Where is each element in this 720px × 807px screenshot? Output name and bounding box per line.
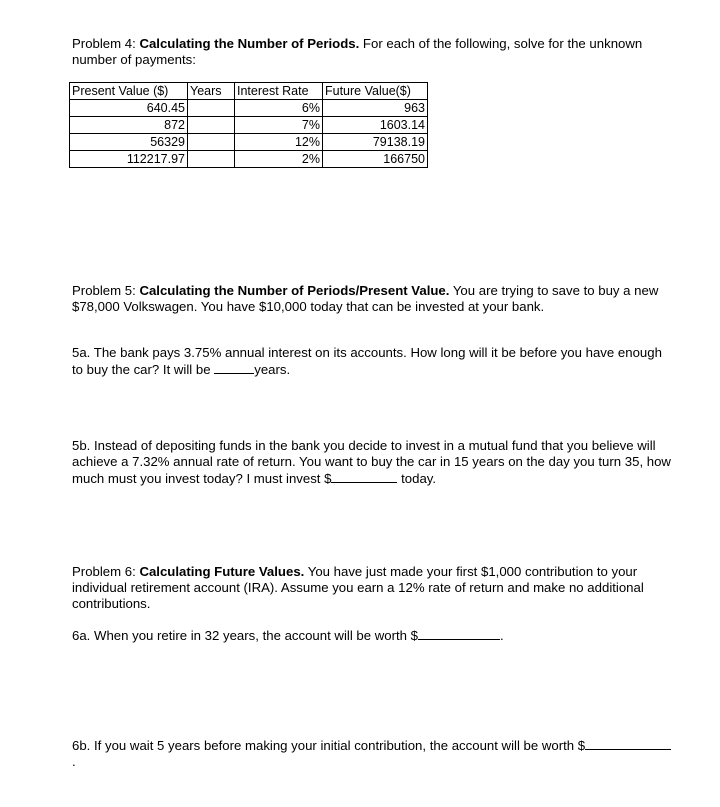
header-interest-rate: Interest Rate [235,83,323,100]
problem-6-text: You have just made your first $1,000 contribution to your individual retirement account (IRA). Assume you earn a 12% rate of return and make no additional contributions. [72,564,644,611]
cell-future-value: 1603.14 [323,117,428,134]
problem-4-intro [72,36,672,68]
cell-interest-rate: 6% [235,100,323,117]
table-row [70,100,428,117]
problem-5-prefix: Problem 5: [72,283,140,298]
question-5b-text: 5b. Instead of depositing funds in the bank you decide to invest in a mutual fund that you believe will achieve a 7.32% annual rate of return. You want to buy the car in 15 years on the day you turn 35, how much must you invest today? I must invest $ [72,438,671,486]
problem-5-paragraph [72,283,672,315]
problem-6-paragraph [72,564,672,612]
table-row [70,134,428,151]
question-5a-suffix: years. [254,362,291,377]
problem-5-text: You are trying to save to buy a new $78,000 Volkswagen. You have $10,000 today that can be invested at your bank. [72,283,659,314]
table-row [70,151,428,168]
cell-future-value: 79138.19 [323,134,428,151]
header-future-value: Future Value($) [323,83,428,100]
question-5a [72,345,672,378]
question-6a [72,627,672,644]
cell-future-value: 166750 [323,151,428,168]
question-6b [72,737,672,770]
cell-interest-rate: 7% [235,117,323,134]
question-6a-paragraph [72,627,672,644]
question-5b-suffix: today. [397,471,437,486]
question-5b-paragraph [72,438,672,487]
problem-6-prefix: Problem 6: [72,564,140,579]
question-6b-suffix: . [72,754,76,769]
cell-years [188,151,235,168]
cell-present-value: 56329 [70,134,188,151]
answer-blank-5a[interactable] [214,361,254,374]
problem-4-paragraph [72,36,672,68]
cell-future-value: 963 [323,100,428,117]
problem-4-prefix: Problem 4: [72,36,140,51]
cell-present-value: 112217.97 [70,151,188,168]
cell-years [188,134,235,151]
answer-blank-6a[interactable] [418,627,500,640]
periods-table [69,82,428,168]
table-row [70,117,428,134]
question-6a-suffix: . [500,628,504,643]
cell-interest-rate: 12% [235,134,323,151]
table-header-row [70,83,428,100]
cell-present-value: 872 [70,117,188,134]
problem-5-intro [72,283,672,315]
header-years: Years [188,83,235,100]
cell-present-value: 640.45 [70,100,188,117]
question-6b-paragraph [72,737,672,770]
question-6a-text: 6a. When you retire in 32 years, the account will be worth $ [72,628,418,643]
answer-blank-5b[interactable] [331,470,397,483]
question-5a-paragraph [72,345,672,378]
question-6b-text: 6b. If you wait 5 years before making your initial contribution, the account will be worth $ [72,738,586,753]
problem-6-title: Calculating Future Values. [139,564,305,579]
question-5a-text: 5a. The bank pays 3.75% annual interest on its accounts. How long will it be before you have enough to buy the car? It will be [72,345,662,377]
problem-6-intro [72,564,672,612]
cell-interest-rate: 2% [235,151,323,168]
cell-years [188,100,235,117]
problem-4-title: Calculating the Number of Periods. [139,36,360,51]
question-5b [72,438,672,487]
problem-5-title: Calculating the Number of Periods/Present Value. [139,283,450,298]
cell-years [188,117,235,134]
header-present-value: Present Value ($) [70,83,188,100]
answer-blank-6b[interactable] [585,737,671,750]
problem-4-text: For each of the following, solve for the unknown number of payments: [72,36,643,67]
